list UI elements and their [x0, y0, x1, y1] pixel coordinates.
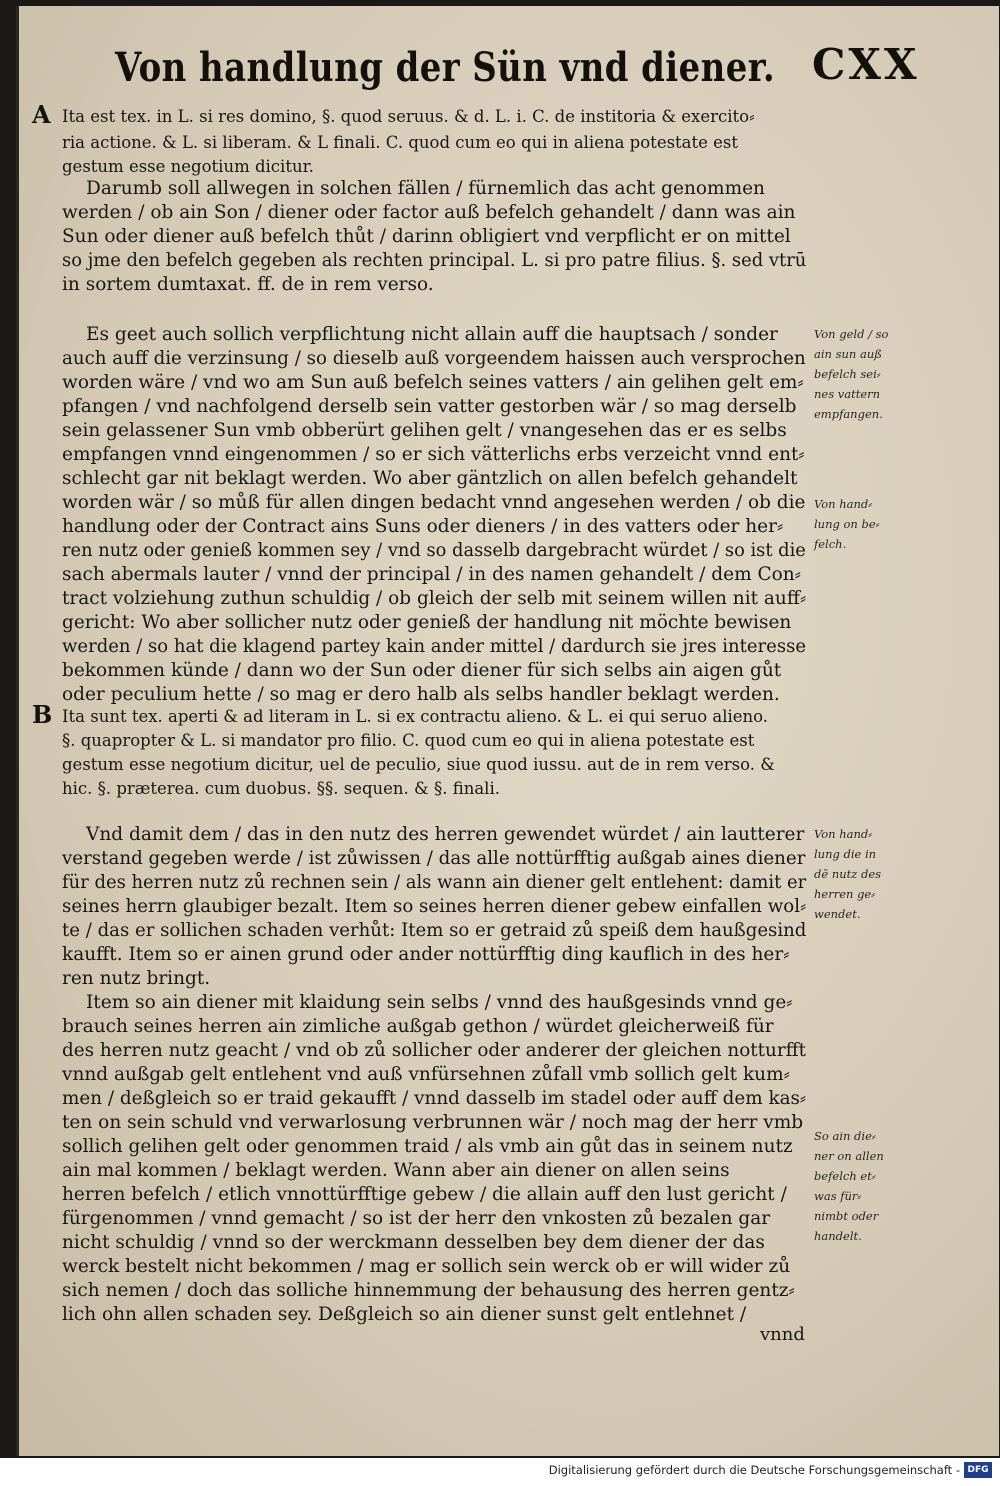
- margin-note-4-line: befelch et⸗: [814, 1169, 876, 1183]
- text-line: sollich gelihen gelt oder genommen traid / als vmb ain gůt das in seinem nutz: [62, 1136, 793, 1157]
- text-line: bekommen künde / dann wo der Sun oder diener für sich selbs ain aigen gůt: [62, 660, 782, 681]
- text-line: werck bestelt nicht bekommen / mag er sollich sein werck ob er will wider zů: [62, 1256, 791, 1277]
- text-line: des herren nutz geacht / vnd ob zů sollicher oder anderer der gleichen notturfft: [62, 1040, 807, 1061]
- text-line: auch auff die verzinsung / so dieselb auß vorgeendem haissen auch versprochen: [62, 348, 806, 369]
- digitization-footer: [0, 1458, 1000, 1486]
- text-line: ten on sein schuld vnd verwarlosung verbrunnen wär / noch mag der herr vmb: [62, 1112, 804, 1133]
- text-line: werden / ob ain Son / diener oder factor auß befelch gehandelt / dann was ain: [62, 202, 796, 223]
- margin-note-3-line: lung die in: [814, 847, 877, 861]
- footer-credit-text: Digitalisierung gefördert durch die Deutsche Forschungsgemeinschaft -: [548, 1463, 960, 1477]
- section-marker-a: A: [32, 100, 51, 129]
- text-line: schlecht gar nit beklagt werden. Wo aber gäntzlich on allen befelch gehandelt: [62, 468, 798, 489]
- section-marker-b: B: [32, 700, 53, 729]
- text-line: kaufft. Item so er ainen grund oder ander nottürfftig ding kauflich in des her⸗: [62, 944, 790, 965]
- dfg-logo: DFG: [964, 1462, 992, 1478]
- latin-line: Ita est tex. in L. si res domino, §. quod seruus. & d. L. i. C. de institoria & exercito⸗: [62, 107, 755, 126]
- text-line: empfangen vnnd eingenommen / so er sich vätterlichs erbs verzeicht vnnd ent⸗: [62, 444, 805, 465]
- margin-note-4-line: was für⸗: [814, 1189, 862, 1203]
- latin-line: gestum esse negotium dicitur.: [62, 157, 314, 176]
- text-line: sein gelassener Sun vmb obberürt gelihen gelt / vnangesehen das er es selbs: [62, 420, 787, 441]
- folio-number: CXX: [812, 40, 920, 89]
- text-line: handlung oder der Contract ains Suns oder dieners / in des vatters oder her⸗: [62, 516, 784, 537]
- latin-line: Ita sunt tex. aperti & ad literam in L. si ex contractu alieno. & L. ei qui seruo alieno.: [62, 707, 769, 726]
- text-line: pfangen / vnd nachfolgend derselb sein vatter gestorben wär / so mag derselb: [62, 396, 797, 417]
- text-line: nicht schuldig / vnnd so der werckmann desselben bey dem diener der das: [62, 1232, 765, 1253]
- margin-note-1-line: befelch sei⸗: [814, 367, 881, 381]
- margin-note-4-line: handelt.: [814, 1229, 862, 1243]
- text-line: fürgenommen / vnnd gemacht / so ist der herr den vnkosten zů bezalen gar: [62, 1208, 771, 1229]
- margin-note-1-line: Von geld / so: [814, 327, 889, 341]
- text-line: so jme den befelch gegeben als rechten principal. L. si pro patre filius. §. sed vtrū: [62, 250, 807, 271]
- latin-line: ria actione. & L. si liberam. & L finali. C. quod cum eo qui in aliena potestate est: [62, 133, 739, 152]
- text-line: Item so ain diener mit klaidung sein selbs / vnnd des haußgesinds vnnd ge⸗: [86, 992, 793, 1013]
- text-line: seines herrn glaubiger bezalt. Item so seines herren diener gebew einfallen wol⸗: [62, 896, 807, 917]
- margin-note-3-line: Von hand⸗: [814, 827, 873, 841]
- text-line: Sun oder diener auß befelch thůt / darinn obligiert vnd verpflicht er on mittel: [62, 226, 791, 247]
- running-title: Von handlung der Sün vnd diener.: [115, 44, 776, 91]
- margin-note-2-line: felch.: [814, 537, 847, 551]
- text-line: sach abermals lauter / vnnd der principal / in des namen gehandelt / dem Con⸗: [62, 564, 801, 585]
- text-line: men / deßgleich so er traid gekaufft / vnnd dasselb im stadel oder auff dem kas⸗: [62, 1088, 807, 1109]
- margin-note-1-line: empfangen.: [814, 407, 883, 421]
- text-line: brauch seines herren ain zimliche außgab gethon / würdet gleicherweiß für: [62, 1016, 774, 1037]
- text-line: ren nutz bringt.: [62, 968, 211, 989]
- text-line: sich nemen / doch das solliche hinnemmung der behausung des herren gentz⸗: [62, 1280, 795, 1301]
- latin-line: hic. §. præterea. cum duobus. §§. sequen. & §. finali.: [62, 779, 500, 798]
- margin-note-1-line: ain sun auß: [814, 347, 882, 361]
- text-line: ren nutz oder genieß kommen sey / vnd so dasselb dargebracht würdet / so ist die: [62, 540, 806, 561]
- text-line: verstand gegeben werde / ist zůwissen / das alle nottürfftig außgab aines diener: [62, 848, 806, 869]
- margin-note-4-line: So ain die⸗: [814, 1129, 876, 1143]
- text-line: worden wär / so můß für allen dingen bedacht vnnd angesehen werden / ob die: [62, 492, 806, 513]
- text-line: vnnd außgab gelt entlehent vnd auß vnfürsehnen zůfall vmb sollich gelt kum⸗: [62, 1064, 790, 1085]
- margin-note-3-line: wendet.: [814, 907, 861, 921]
- text-line: te / das er sollichen schaden verhůt: Item so er getraid zů speiß dem haußgesind: [62, 920, 807, 941]
- text-line: lich ohn allen schaden sey. Deßgleich so ain diener sunst gelt entlehnet /: [62, 1304, 747, 1325]
- latin-line: §. quapropter & L. si mandator pro filio. C. quod cum eo qui in aliena potestate est: [62, 731, 755, 750]
- margin-note-3-line: herren ge⸗: [814, 887, 876, 901]
- text-line: ain mal kommen / beklagt werden. Wann aber ain diener on allen seins: [62, 1160, 730, 1181]
- margin-note-2-line: lung on be⸗: [814, 517, 880, 531]
- text-line: oder peculium hette / so mag er dero halb als selbs handler beklagt werden.: [62, 684, 780, 705]
- margin-note-4-line: ner on allen: [814, 1149, 884, 1163]
- text-line: herren befelch / etlich vnnottürfftige gebew / die allain auff den lust gericht /: [62, 1184, 787, 1205]
- text-line: in sortem dumtaxat. ff. de in rem verso.: [62, 274, 434, 295]
- text-line: gericht: Wo aber sollicher nutz oder genieß der handlung nit möchte bewisen: [62, 612, 792, 633]
- margin-note-4-line: nimbt oder: [814, 1209, 879, 1223]
- text-line: tract volziehung zuthun schuldig / ob gleich der selb mit seinem willen nit auff⸗: [62, 588, 807, 609]
- text-line: Vnd damit dem / das in den nutz des herren gewendet würdet / ain lautterer: [86, 824, 805, 845]
- latin-line: gestum esse negotium dicitur, uel de peculio, siue quod iussu. aut de in rem verso. &: [62, 755, 775, 774]
- text-line: werden / so hat die klagend partey kain ander mittel / dardurch sie jres interesse: [62, 636, 806, 657]
- margin-note-3-line: dē nutz des: [814, 867, 882, 881]
- margin-note-1-line: nes vattern: [814, 387, 881, 401]
- text-line: Darumb soll allwegen in solchen fällen / fürnemlich das acht genommen: [86, 178, 765, 199]
- text-line: worden wäre / vnd wo am Sun auß befelch seines vatters / ain gelihen gelt em⸗: [62, 372, 804, 393]
- text-line: für des herren nutz zů rechnen sein / als wann ain diener gelt entlehent: damit er: [62, 872, 807, 893]
- catchword: vnnd: [760, 1324, 805, 1345]
- text-line: Es geet auch sollich verpflichtung nicht allain auff die hauptsach / sonder: [86, 324, 778, 345]
- margin-note-2-line: Von hand⸗: [814, 497, 873, 511]
